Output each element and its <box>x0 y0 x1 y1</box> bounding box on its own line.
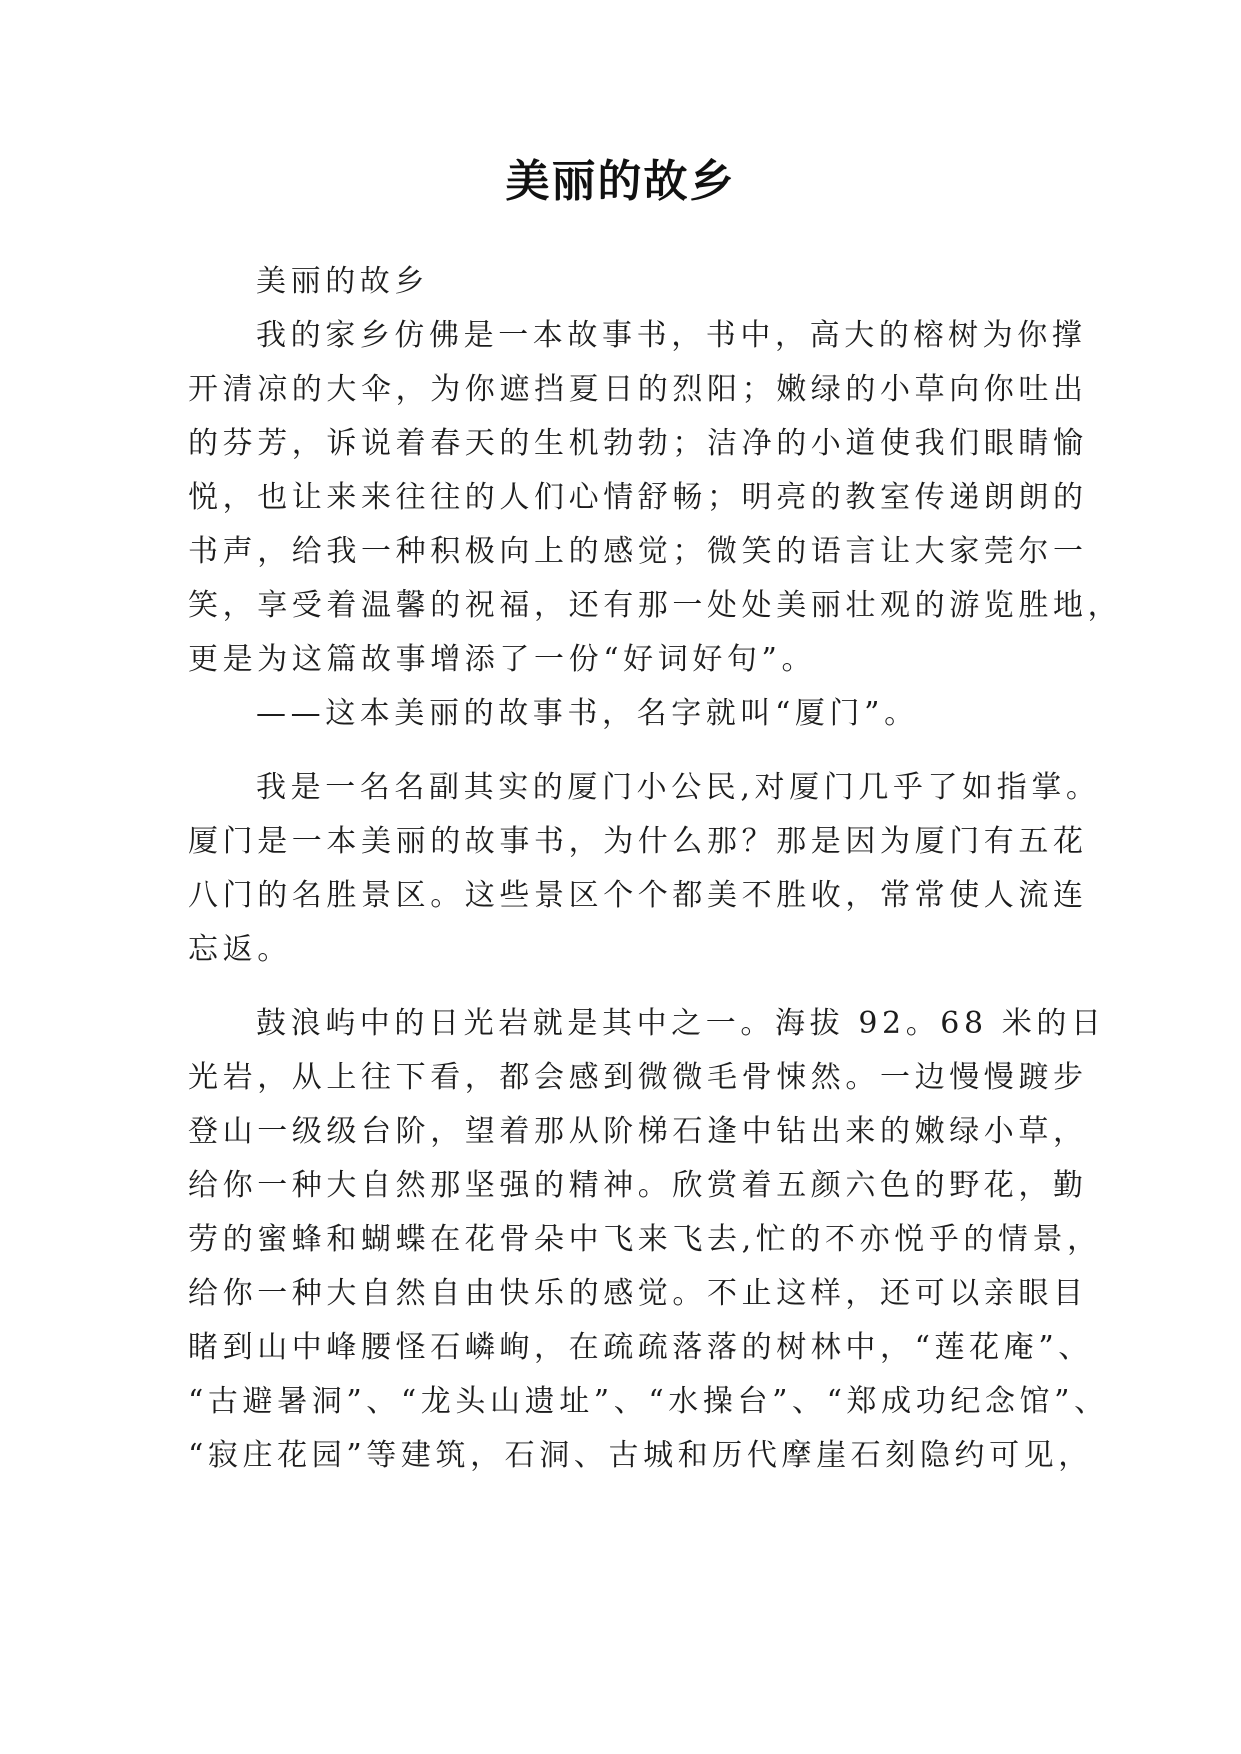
paragraph-line: 书声，给我一种积极向上的感觉；微笑的语言让大家莞尔一 <box>188 534 1088 569</box>
subtitle-line: 美丽的故乡 <box>256 264 429 299</box>
paragraph-line: 忘返。 <box>188 932 292 967</box>
paragraph-line: 笑，享受着温馨的祝福，还有那一处处美丽壮观的游览胜地， <box>188 588 1123 623</box>
paragraph-line: “寂庄花园”等建筑，石洞、古城和历代摩崖石刻隐约可见， <box>188 1438 1093 1473</box>
paragraph-line: 给你一种大自然自由快乐的感觉。不止这样，还可以亲眼目 <box>188 1276 1088 1311</box>
paragraph-line: ——这本美丽的故事书，名字就叫“厦门”。 <box>256 696 919 731</box>
paragraph-line: 的芬芳，诉说着春天的生机勃勃；洁净的小道使我们眼睛愉 <box>188 426 1088 461</box>
paragraph-line: 开清凉的大伞，为你遮挡夏日的烈阳；嫩绿的小草向你吐出 <box>188 372 1088 407</box>
paragraph-line: 八门的名胜景区。这些景区个个都美不胜收，常常使人流连 <box>188 878 1088 913</box>
paragraph-line: 我的家乡仿佛是一本故事书，书中，高大的榕树为你撑 <box>256 318 1087 353</box>
paragraph-line: 登山一级级台阶，望着那从阶梯石逢中钻出来的嫩绿小草， <box>188 1114 1088 1149</box>
paragraph-line: 更是为这篇故事增添了一份“好词好句”。 <box>188 642 817 677</box>
paragraph-line: “古避暑洞”、“龙头山遗址”、“水操台”、“郑成功纪念馆”、 <box>188 1384 1109 1419</box>
paragraph-line: 睹到山中峰腰怪石嶙峋，在疏疏落落的树林中，“莲花庵”、 <box>188 1330 1093 1365</box>
paragraph-line: 鼓浪屿中的日光岩就是其中之一。海拔 92。68 米的日 <box>256 1006 1106 1041</box>
paragraph-line: 给你一种大自然那坚强的精神。欣赏着五颜六色的野花，勤 <box>188 1168 1088 1203</box>
document-title: 美丽的故乡 <box>505 156 736 207</box>
paragraph-line: 劳的蜜蜂和蝴蝶在花骨朵中飞来飞去,忙的不亦悦乎的情景， <box>188 1222 1102 1257</box>
paragraph-line: 厦门是一本美丽的故事书，为什么那？那是因为厦门有五花 <box>188 824 1088 859</box>
paragraph-line: 悦，也让来来往往的人们心情舒畅；明亮的教室传递朗朗的 <box>188 480 1088 515</box>
paragraph-line: 我是一名名副其实的厦门小公民,对厦门几乎了如指掌。 <box>256 770 1101 805</box>
paragraph-line: 光岩，从上往下看，都会感到微微毛骨悚然。一边慢慢踱步 <box>188 1060 1088 1095</box>
